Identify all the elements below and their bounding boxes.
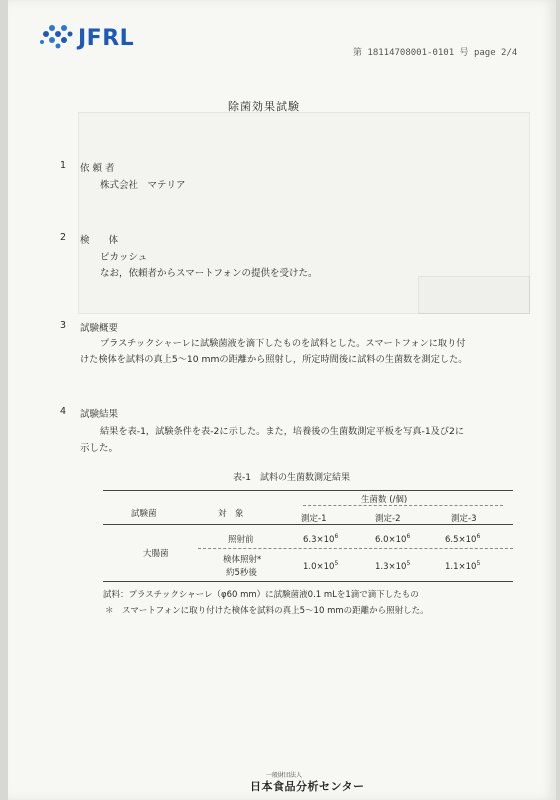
- header-bottom-rule: [103, 524, 513, 525]
- footer-org-name: 日本食品分析センター: [250, 780, 365, 793]
- section-3-line-2: けた検体を試料の真上5～10 mmの距離から照射し，所定時間後に試料の生菌数を測定した。: [80, 354, 468, 365]
- organism-cell: 大腸菌: [143, 549, 169, 559]
- row-2-m2: $1.3\times 10^5$: [375, 560, 411, 572]
- table-bottom-rule: [103, 581, 513, 582]
- section-4-line-2: 示した。: [80, 443, 119, 454]
- row-1-m1: $6.3\times 10^6$: [303, 533, 339, 545]
- table-note-1: 試料：プラスチックシャーレ（φ60 mm）に試験菌液0.1 mLを1滴で滴下したもの: [103, 590, 419, 600]
- section-4-line-1: 結果を表-1，試験条件を表-2に示した。また，培養後の生菌数測定平板を写真-1及び2に: [100, 426, 465, 437]
- section-2-number: 2: [60, 232, 67, 243]
- row-2-target: 検体照射*: [223, 555, 262, 565]
- logo-text: JFRL: [78, 26, 135, 51]
- footer-org-type: 一般財団法人: [266, 772, 303, 779]
- header-m3: 測定-3: [451, 514, 477, 524]
- row-2-m3: $1.1\times 10^5$: [445, 560, 481, 572]
- header-m2: 測定-2: [375, 514, 401, 524]
- row-2-m1: $1.0\times 10^5$: [303, 560, 339, 572]
- section-2-line-2: なお，依頼者からスマートフォンの提供を受けた。: [100, 268, 318, 279]
- section-4-heading: 試験結果: [80, 409, 119, 420]
- row-1-m3: $6.5\times 10^6$: [445, 533, 481, 545]
- jfrl-logo: [38, 20, 158, 60]
- section-3-heading: 試験概要: [80, 323, 119, 334]
- row-divider: [198, 548, 513, 549]
- header-sub-rule: [303, 505, 503, 506]
- row-2-target-line-2: 約5秒後: [226, 568, 257, 578]
- row-1-m2: $6.0\times 10^6$: [375, 533, 411, 545]
- document-page: [8, 0, 556, 800]
- page-title: 除菌効果試験: [228, 100, 300, 113]
- header-count: 生菌数 (/個): [361, 495, 408, 505]
- section-3-number: 3: [60, 320, 67, 331]
- logo-mark-icon: [38, 20, 78, 50]
- section-1-number: 1: [60, 160, 67, 171]
- report-number: 第 18114708001-0101 号 page 2/4: [353, 48, 518, 58]
- section-2-heading: 検 体: [80, 235, 119, 246]
- header-m1: 測定-1: [301, 514, 327, 524]
- results-table: [103, 490, 513, 590]
- header-organism: 試験菌: [131, 509, 157, 519]
- show-through-cell: [418, 276, 530, 314]
- section-1-body: 株式会社 マテリア: [100, 180, 186, 191]
- section-1-heading: 依 頼 者: [80, 163, 115, 174]
- row-1-target: 照射前: [228, 535, 254, 545]
- section-2-line-1: ピカッシュ: [100, 252, 148, 263]
- table-top-rule: [103, 490, 513, 491]
- section-4-number: 4: [60, 406, 67, 417]
- header-target: 対 象: [218, 509, 244, 519]
- table-note-2: ＊ スマートフォンに取り付けた検体を試料の真上5～10 mmの距離から照射した。: [105, 606, 429, 616]
- table-caption: 表-1 試料の生菌数測定結果: [233, 473, 350, 483]
- section-3-line-1: プラスチックシャーレに試験菌液を滴下したものを試料とした。スマートフォンに取り付: [100, 338, 466, 349]
